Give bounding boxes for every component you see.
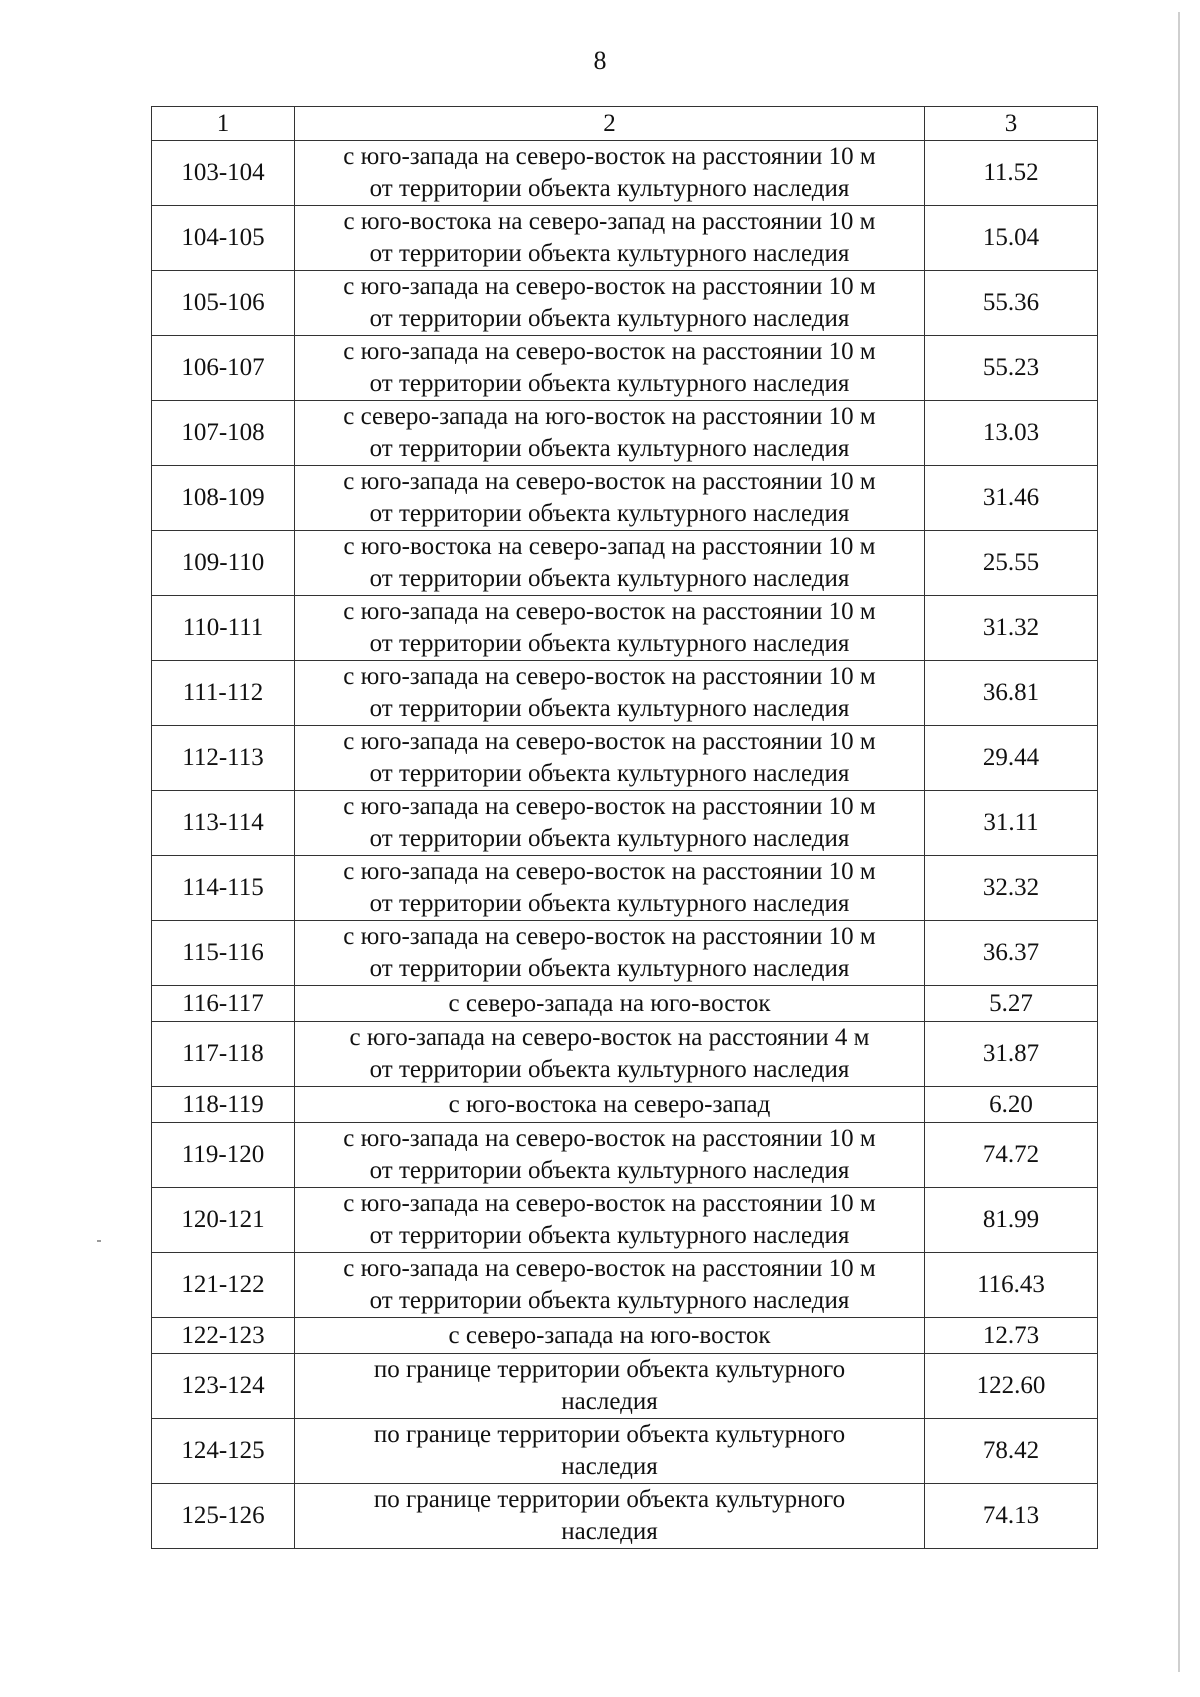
description-cell — [295, 1419, 925, 1484]
distance-cell: 11.52 — [925, 141, 1098, 206]
description-line-1: с юго-запада на северо-восток на расстоянии 10 м — [343, 1255, 876, 1282]
table-row — [152, 336, 1098, 401]
segment-cell: 107-108 — [152, 401, 295, 466]
description-line-1: с северо-запада на юго-восток — [448, 989, 771, 1017]
distance-cell: 74.13 — [925, 1484, 1098, 1549]
distance-cell: 13.03 — [925, 401, 1098, 466]
description-line-1: с северо-запада на юго-восток на расстоянии 10 м — [343, 403, 876, 430]
description-line-2: от территории объекта культурного наследия — [369, 1056, 850, 1083]
description-cell — [295, 921, 925, 986]
page-edge-line — [1178, 12, 1180, 1672]
scan-speck — [97, 1240, 101, 1242]
table-row — [152, 1354, 1098, 1419]
segment-cell: 121-122 — [152, 1253, 295, 1318]
distance-cell: 25.55 — [925, 531, 1098, 596]
segment-cell: 108-109 — [152, 466, 295, 531]
distance-cell: 31.11 — [925, 791, 1098, 856]
page-number: 8 — [593, 46, 607, 75]
distance-cell: 36.37 — [925, 921, 1098, 986]
description-line-2: от территории объекта культурного наследия — [369, 695, 850, 722]
segment-cell: 114-115 — [152, 856, 295, 921]
description-line-1: с юго-запада на северо-восток на расстоянии 10 м — [343, 338, 876, 365]
description-line-1: с юго-запада на северо-восток на расстоянии 10 м — [343, 793, 876, 820]
segment-cell: 115-116 — [152, 921, 295, 986]
description-line-2: наследия — [561, 1453, 658, 1480]
description-cell — [295, 206, 925, 271]
table-row — [152, 856, 1098, 921]
table-body — [152, 141, 1098, 1549]
table-row — [152, 1022, 1098, 1087]
segment-cell: 111-112 — [152, 661, 295, 726]
description-line-2: от территории объекта культурного наследия — [369, 565, 850, 592]
distance-cell: 6.20 — [925, 1087, 1098, 1123]
table-row — [152, 1318, 1098, 1354]
distance-cell: 31.87 — [925, 1022, 1098, 1087]
table-row — [152, 921, 1098, 986]
table-row — [152, 1188, 1098, 1253]
table-row — [152, 1087, 1098, 1123]
distance-cell: 5.27 — [925, 986, 1098, 1022]
distance-cell: 116.43 — [925, 1253, 1098, 1318]
table-row — [152, 531, 1098, 596]
distance-cell: 122.60 — [925, 1354, 1098, 1419]
boundary-table — [151, 106, 1098, 1549]
table-row — [152, 466, 1098, 531]
distance-cell: 15.04 — [925, 206, 1098, 271]
description-line-2: от территории объекта культурного наследия — [369, 890, 850, 917]
description-line-1: с юго-запада на северо-восток на расстоянии 10 м — [343, 923, 876, 950]
description-cell — [295, 1354, 925, 1419]
segment-cell: 125-126 — [152, 1484, 295, 1549]
description-cell — [295, 726, 925, 791]
description-line-2: от территории объекта культурного наследия — [369, 630, 850, 657]
description-line-2: от территории объекта культурного наследия — [369, 500, 850, 527]
table-row — [152, 726, 1098, 791]
description-cell — [295, 1087, 925, 1123]
distance-cell: 81.99 — [925, 1188, 1098, 1253]
description-line-1: с северо-запада на юго-восток — [448, 1321, 771, 1349]
description-line-1: по границе территории объекта культурного — [373, 1421, 846, 1448]
description-line-2: от территории объекта культурного наследия — [369, 175, 850, 202]
description-line-1: с юго-запада на северо-восток на расстоянии 10 м — [343, 858, 876, 885]
description-cell — [295, 1123, 925, 1188]
description-line-2: от территории объекта культурного наследия — [369, 240, 850, 267]
description-cell — [295, 141, 925, 206]
distance-cell: 55.36 — [925, 271, 1098, 336]
description-line-2: наследия — [561, 1388, 658, 1415]
distance-cell: 31.32 — [925, 596, 1098, 661]
description-cell — [295, 791, 925, 856]
description-line-1: с юго-востока на северо-запад — [448, 1090, 771, 1118]
table-row — [152, 1123, 1098, 1188]
description-line-2: от территории объекта культурного наследия — [369, 305, 850, 332]
description-cell — [295, 1484, 925, 1549]
description-line-2: от территории объекта культурного наследия — [369, 825, 850, 852]
column-header-segment: 1 — [152, 107, 295, 141]
table-row — [152, 1419, 1098, 1484]
description-cell — [295, 856, 925, 921]
segment-cell: 117-118 — [152, 1022, 295, 1087]
segment-cell: 109-110 — [152, 531, 295, 596]
distance-cell: 29.44 — [925, 726, 1098, 791]
distance-cell: 78.42 — [925, 1419, 1098, 1484]
description-cell — [295, 596, 925, 661]
distance-cell: 74.72 — [925, 1123, 1098, 1188]
description-line-1: с юго-востока на северо-запад на расстоянии 10 м — [343, 208, 876, 235]
description-line-1: с юго-запада на северо-восток на расстоянии 10 м — [343, 468, 876, 495]
column-header-description: 2 — [295, 107, 925, 141]
description-cell — [295, 271, 925, 336]
description-line-1: с юго-востока на северо-запад на расстоянии 10 м — [343, 533, 876, 560]
distance-cell: 31.46 — [925, 466, 1098, 531]
distance-cell: 36.81 — [925, 661, 1098, 726]
description-cell — [295, 661, 925, 726]
table-row — [152, 206, 1098, 271]
description-line-2: от территории объекта культурного наследия — [369, 1222, 850, 1249]
segment-cell: 120-121 — [152, 1188, 295, 1253]
segment-cell: 112-113 — [152, 726, 295, 791]
distance-cell: 32.32 — [925, 856, 1098, 921]
segment-cell: 118-119 — [152, 1087, 295, 1123]
description-cell — [295, 1318, 925, 1354]
segment-cell: 103-104 — [152, 141, 295, 206]
table-header-row — [152, 107, 1098, 141]
description-line-1: с юго-запада на северо-восток на расстоянии 10 м — [343, 598, 876, 625]
description-line-1: с юго-запада на северо-восток на расстоянии 10 м — [343, 728, 876, 755]
description-cell — [295, 401, 925, 466]
segment-cell: 122-123 — [152, 1318, 295, 1354]
description-line-2: от территории объекта культурного наследия — [369, 955, 850, 982]
segment-cell: 105-106 — [152, 271, 295, 336]
description-line-1: с юго-запада на северо-восток на расстоянии 10 м — [343, 1125, 876, 1152]
segment-cell: 116-117 — [152, 986, 295, 1022]
description-line-2: от территории объекта культурного наследия — [369, 1287, 850, 1314]
segment-cell: 110-111 — [152, 596, 295, 661]
segment-cell: 124-125 — [152, 1419, 295, 1484]
description-line-1: с юго-запада на северо-восток на расстоянии 10 м — [343, 273, 876, 300]
segment-cell: 113-114 — [152, 791, 295, 856]
table-row — [152, 791, 1098, 856]
segment-cell: 123-124 — [152, 1354, 295, 1419]
distance-cell: 55.23 — [925, 336, 1098, 401]
table-row — [152, 1484, 1098, 1549]
description-cell — [295, 1188, 925, 1253]
table-row — [152, 661, 1098, 726]
description-line-1: с юго-запада на северо-восток на расстоянии 10 м — [343, 143, 876, 170]
description-line-2: от территории объекта культурного наследия — [369, 370, 850, 397]
description-cell — [295, 1253, 925, 1318]
table-row — [152, 596, 1098, 661]
description-cell — [295, 1022, 925, 1087]
distance-cell: 12.73 — [925, 1318, 1098, 1354]
table-row — [152, 271, 1098, 336]
description-line-1: с юго-запада на северо-восток на расстоянии 10 м — [343, 663, 876, 690]
description-line-1: с юго-запада на северо-восток на расстоянии 4 м — [349, 1024, 870, 1051]
table-row — [152, 986, 1098, 1022]
description-line-2: от территории объекта культурного наследия — [369, 435, 850, 462]
segment-cell: 104-105 — [152, 206, 295, 271]
description-line-2: наследия — [561, 1518, 658, 1545]
description-cell — [295, 466, 925, 531]
table-row — [152, 141, 1098, 206]
description-line-1: по границе территории объекта культурного — [373, 1356, 846, 1383]
description-cell — [295, 336, 925, 401]
segment-cell: 119-120 — [152, 1123, 295, 1188]
column-header-distance: 3 — [925, 107, 1098, 141]
description-line-1: по границе территории объекта культурного — [373, 1486, 846, 1513]
description-line-2: от территории объекта культурного наследия — [369, 760, 850, 787]
segment-cell: 106-107 — [152, 336, 295, 401]
description-cell — [295, 986, 925, 1022]
description-cell — [295, 531, 925, 596]
description-line-2: от территории объекта культурного наследия — [369, 1157, 850, 1184]
table-row — [152, 401, 1098, 466]
description-line-1: с юго-запада на северо-восток на расстоянии 10 м — [343, 1190, 876, 1217]
table-row — [152, 1253, 1098, 1318]
